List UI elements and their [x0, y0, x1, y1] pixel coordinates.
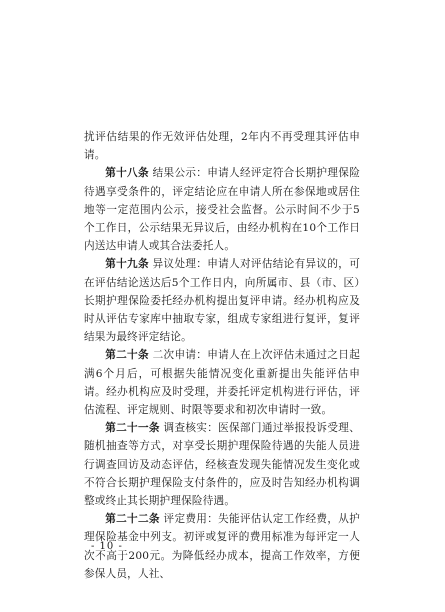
article-22	[84, 510, 360, 583]
article-19	[84, 255, 360, 346]
page-number: - 10 -	[91, 541, 123, 552]
article-body: 结果公示：申请人经评定符合长期护理保险待遇享受条件的，评定结论应在申请人所在参保地或居住地等一定范围内公示，接受社会监督。公示时间不少于5个工作日，公示结果无异议后，由经办机构在10个工作日内送达申请人或其合法委托人。	[84, 167, 360, 253]
article-body: 二次申请：申请人在上次评估未通过之日起满6个月后，可根据失能情况变化重新提出失能评估申请。经办机构应及时受理，并委托评定机构进行评估，评估流程、评定规则、时限等要求和初次申请时一致。	[84, 349, 360, 417]
article-body: 评定费用：失能评估认定工作经费，从护理保险基金中列支。初评或复评的费用标准为每评定一人次不高于200元。为降低经办成本，提高工作效率，方便参保人员，人社、	[84, 513, 360, 580]
lead-paragraph: 扰评估结果的作无效评估处理，2年内不再受理其评估申请。	[84, 131, 360, 162]
article-title: 第二十一条	[105, 422, 160, 435]
article-18	[84, 164, 360, 255]
article-20	[84, 346, 360, 419]
article-title: 第二十二条	[105, 513, 160, 526]
article-title: 第二十条	[105, 349, 149, 362]
document-body	[84, 128, 360, 583]
article-title: 第十八条	[105, 167, 149, 180]
article-21	[84, 419, 360, 510]
article-body: 调查核实：医保部门通过举报投诉受理、随机抽查等方式，对享受长期护理保险待遇的失能人员进行调查回访及动态评估，经核查发现失能情况发生变化或不符合长期护理保险支付条件的，应及时告知经办机构调整或终止其长期护理保险待遇。	[84, 422, 360, 508]
article-title: 第十九条	[105, 258, 149, 271]
article-body: 异议处理：申请人对评估结论有异议的，可在评估结论送达后5个工作日内，向所属市、县（市、区）长期护理保险委托经办机构提出复评申请。经办机构应及时从评估专家库中抽取专家，组成专家组进行复评，复评结果为最终评定结论。	[84, 258, 360, 344]
